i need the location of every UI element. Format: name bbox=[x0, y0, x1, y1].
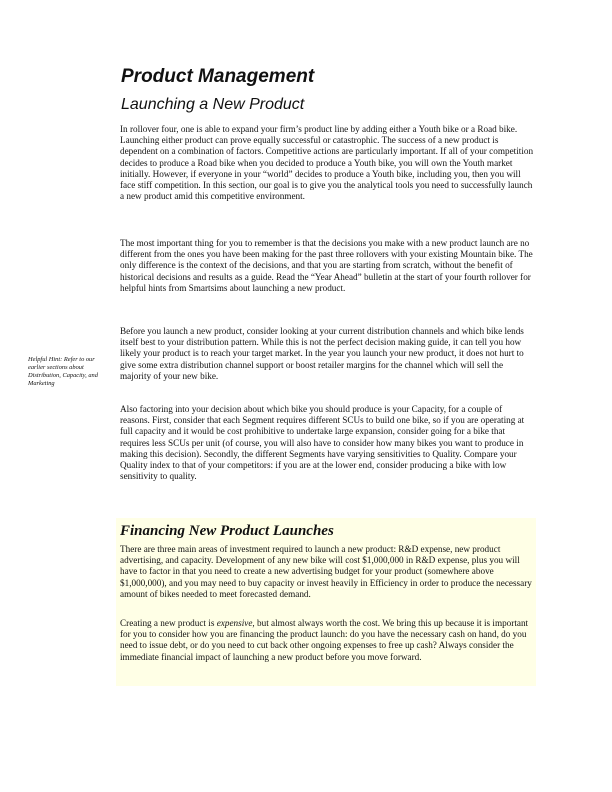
helpful-hint-sidenote: Helpful Hint: Refer to our earlier sections about Distribution, Capacity, and Marketing bbox=[28, 356, 98, 387]
financing-text-lead: Creating a new product is bbox=[120, 618, 217, 628]
paragraph-intro: In rollover four, one is able to expand your firm’s product line by adding either a Youth bike or a Road bike. Launching either product can prove equally successful or catastrophic. The success of a new product is dependent on a combination of factors. Competitive actions are particularly important. If all of your competition decides to produce a Road bike when you decided to produce a Youth bike, you will own the Youth market initially. However, if everyone in your “world” decides to produce a Youth bike, including you, then you will face stiff competition. In this section, our goal is to give you the analytical tools you need to successfully launch a new product amid this competitive environment. bbox=[120, 124, 534, 202]
paragraph-capacity: Also factoring into your decision about which bike you should produce is your Capacity, for a couple of reasons. First, consider that each Segment requires different SCUs to build one bike, so if you are operating at full capacity and it would be cost prohibitive to undertake large expansion, consider going for a bike that requires less SCUs per unit (of course, you will also have to consider how many bikes you want to produce in making this decision). Secondly, the different Segments have varying sensitivities to Quality. Compare your Quality index to that of your competitors: if you are at the lower end, consider producing a bike with low sensitivity to quality. bbox=[120, 404, 525, 482]
section-heading-launching: Launching a New Product bbox=[121, 96, 305, 113]
paragraph-distribution: Before you launch a new product, consider looking at your current distribution channels and which bike lends itself best to your distribution pattern. While this is not the perfect decision making guide, it can tell you how likely your product is to reach your target market. In the year you launch your new product, it does not hurt to give some extra distribution channel support or boost retailer margins for the channel which will sell the majority of your new bike. bbox=[120, 326, 524, 381]
paragraph-financing-cost bbox=[120, 618, 534, 663]
emphasis-expensive: expensive bbox=[216, 618, 253, 628]
paragraph-financing-investment: There are three main areas of investment required to launch a new product: R&D expense, new product advertising, and capacity. Development of any new bike will cost $1,000,000 in R&D expense, plus you will have to factor in that you need to create a new advertising budget for your product (somewhere above $1,000,000), and you may need to buy capacity or invest heavily in Efficiency in order to produce the necessary amount of bikes needed to meet forecasted demand. bbox=[120, 544, 532, 599]
paragraph-important-thing: The most important thing for you to remember is that the decisions you make with a new product launch are no different from the ones you have been making for the past three rollovers with your existing Mountain bike. The only difference is the context of the decisions, and that you are starting from scratch, without the benefit of historical decisions and results as a guide. Read the “Year Ahead” bulletin at the start of your fourth rollover for helpful hints from Smartsims about launching a new product. bbox=[120, 238, 533, 293]
section-heading-financing: Financing New Product Launches bbox=[120, 523, 334, 539]
financing-text-rest: , but almost always worth the cost. We bring this up because it is important for you to consider how you are financing the product launch: do you have the necessary cash on hand, do you need to issue debt, or do you need to cut back other ongoing expenses to free up cash? Always consider the immediate financial impact of launching a new product before you move forward. bbox=[120, 618, 529, 662]
page-title: Product Management bbox=[121, 66, 315, 87]
